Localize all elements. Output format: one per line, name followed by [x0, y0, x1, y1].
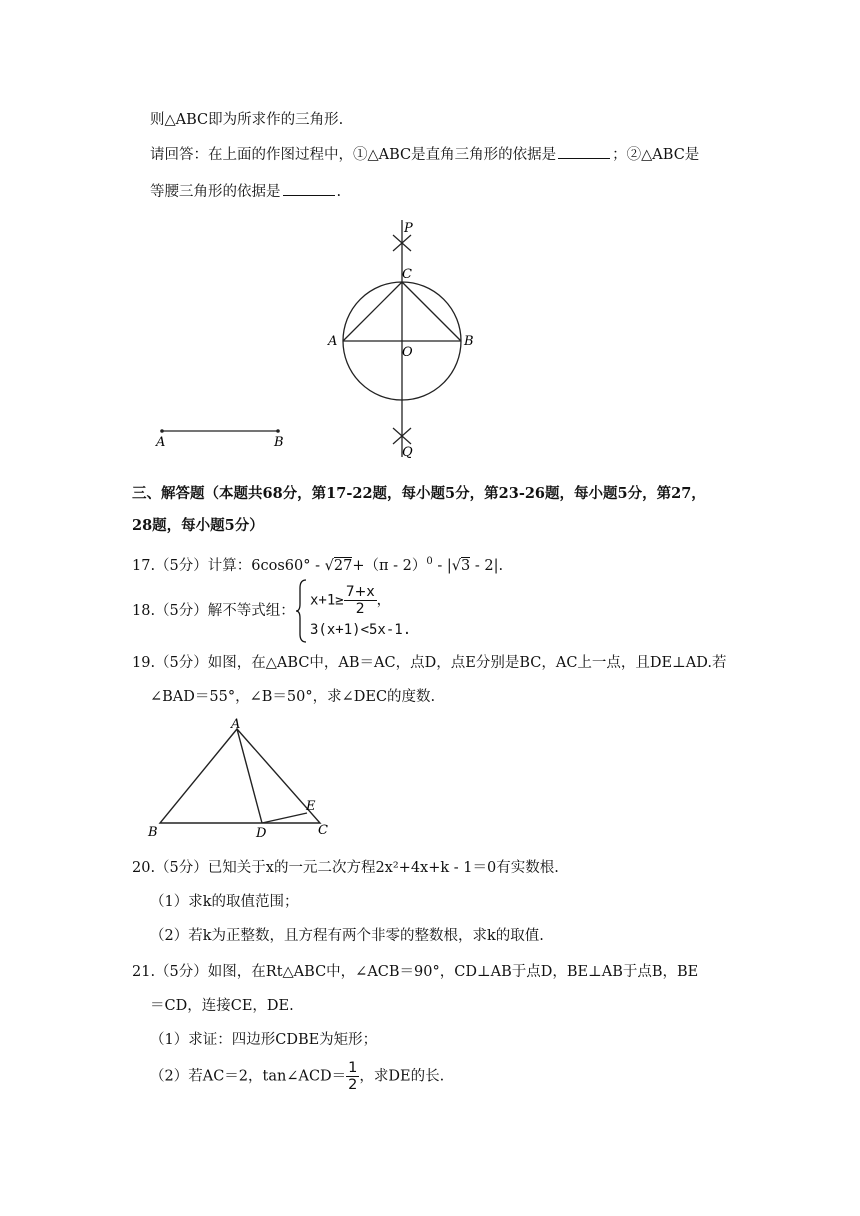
- question-21-part-1: （1）求证：四边形CDBE为矩形；: [150, 1032, 378, 1048]
- question-19: 19.（5分）如图，在△ABC中，AB＝AC，点D，点E分别是BC，AC上一点，且DE⊥AD.若: [132, 655, 727, 671]
- label-seg-a: A: [156, 435, 166, 450]
- section-heading-2: 28题，每小题5分）: [132, 517, 264, 534]
- frac-num: 1: [348, 1060, 358, 1076]
- question-17: [132, 552, 503, 576]
- question-16-prompt: [150, 145, 699, 165]
- q21-text-a: （2）若AC＝2，tan∠ACD＝: [150, 1068, 347, 1085]
- brace-icon: [296, 578, 308, 644]
- question-20-part-2: （2）若k为正整数，且方程有两个非零的整数根，求k的取值.: [150, 928, 544, 944]
- q17-text-b: +（π - 2）: [352, 557, 427, 574]
- label-a: A: [231, 717, 241, 732]
- point-seg-a: [160, 429, 164, 433]
- ineq1-comma: ，: [376, 592, 391, 609]
- sqrt-symbol: √: [324, 557, 334, 574]
- prompt-period: .: [336, 184, 342, 200]
- inequality-2: 3(x+1)<5x-1.: [310, 622, 412, 638]
- fraction-half: [346, 1060, 359, 1093]
- label-seg-b: B: [274, 435, 284, 450]
- question-19-2: ∠BAD＝55°，∠B＝50°，求∠DEC的度数.: [150, 689, 436, 705]
- text-line-conclusion: 则△ABC即为所求作的三角形.: [150, 112, 344, 128]
- q17-text-a: 17.（5分）计算：6cos60° -: [132, 557, 321, 574]
- frac-num: 7+x: [345, 584, 375, 600]
- triangle-figure: [140, 715, 340, 840]
- prompt-text-3: 等腰三角形的依据是: [150, 184, 281, 200]
- fraction-7x-2: [344, 584, 377, 617]
- prompt-text: 请回答：在上面的作图过程中，①△ABC是直角三角形的依据是: [150, 147, 557, 163]
- radicand-3: 3: [461, 557, 471, 574]
- q21-text-b: ，求DE的长.: [359, 1068, 445, 1085]
- point-seg-b: [276, 429, 280, 433]
- frac-den: 2: [348, 1077, 358, 1093]
- inequality-1: [310, 584, 391, 617]
- segment-ac: [343, 282, 402, 341]
- label-a: A: [328, 334, 338, 349]
- question-16-prompt-2: [150, 182, 341, 202]
- q17-text-d: - 2|.: [474, 557, 504, 574]
- inequality-system: [296, 578, 436, 644]
- question-20-part-1: （1）求k的取值范围；: [150, 894, 299, 910]
- label-q: Q: [402, 445, 413, 460]
- question-20: 20.（5分）已知关于x的一元二次方程2x²+4x+k - 1＝0有实数根.: [132, 860, 559, 876]
- sqrt-symbol-2: √: [451, 557, 461, 574]
- label-c: C: [402, 267, 412, 282]
- question-21-part-2: [150, 1060, 444, 1093]
- construction-figure: [140, 215, 500, 465]
- label-d: D: [256, 826, 267, 840]
- label-p: P: [404, 221, 413, 236]
- label-o: O: [402, 345, 413, 360]
- section-heading: 三、解答题（本题共68分，第17-22题，每小题5分，第23-26题，每小题5分，第27，: [132, 485, 706, 502]
- radicand-27: 27: [333, 557, 353, 574]
- triangle-abc: [160, 729, 320, 823]
- segment-cb: [402, 282, 461, 341]
- frac-den: 2: [355, 601, 365, 617]
- label-c: C: [318, 823, 328, 838]
- answer-blank-2[interactable]: [283, 183, 335, 196]
- label-b: B: [464, 334, 474, 349]
- question-21: 21.（5分）如图，在Rt△ABC中，∠ACB＝90°，CD⊥AB于点D，BE⊥AB于点B，BE: [132, 964, 699, 980]
- question-21-2: ＝CD，连接CE，DE.: [150, 998, 294, 1014]
- question-18: 18.（5分）解不等式组：: [132, 603, 295, 619]
- ineq1-left: x+1≥: [310, 592, 344, 609]
- segment-de: [262, 813, 307, 823]
- q17-text-c: - |: [437, 557, 452, 574]
- answer-blank-1[interactable]: [558, 146, 610, 159]
- exponent-zero: 0: [426, 556, 433, 567]
- label-b: B: [148, 825, 158, 840]
- prompt-text-2: ；②△ABC是: [612, 147, 700, 163]
- label-e: E: [306, 799, 316, 814]
